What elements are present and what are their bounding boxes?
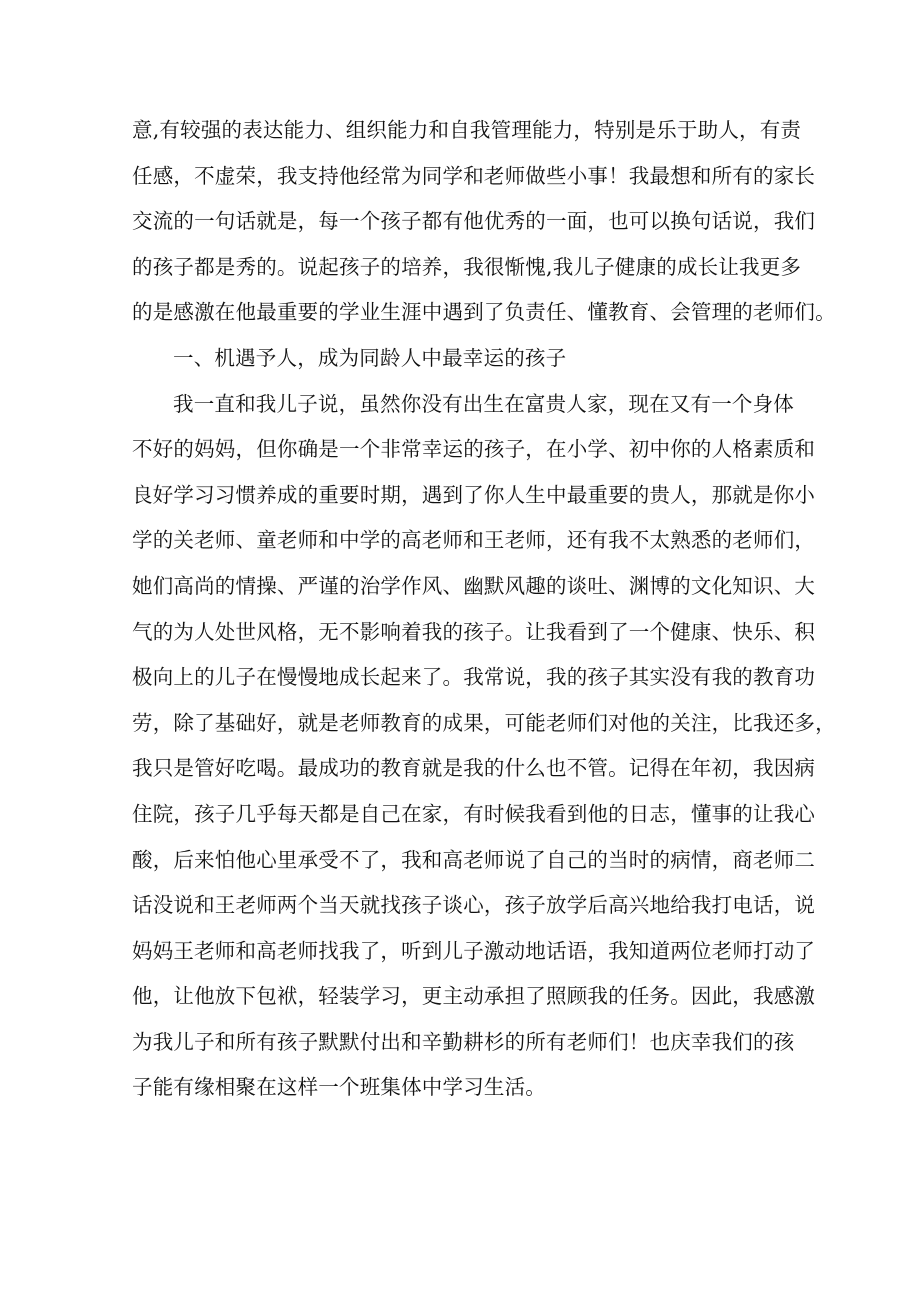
text-line: 住院，孩子几乎每天都是自己在家，有时候我看到他的日志，懂事的让我心: [132, 801, 816, 826]
text-line: 子能有缘相聚在这样一个班集体中学习生活。: [132, 1075, 546, 1100]
text-line: 任感，不虚荣，我支持他经常为同学和老师做些小事！我最想和所有的家长: [132, 163, 816, 188]
text-line: 话没说和王老师两个当天就找孩子谈心，孩子放学后高兴地给我打电话，说: [132, 893, 816, 918]
text-line: 我只是管好吃喝。最成功的教育就是我的什么也不管。记得在年初，我因病: [132, 756, 816, 781]
document-page: [132, 108, 836, 1111]
section-heading: 一、机遇予人，成为同龄人中最幸运的孩子: [173, 345, 567, 370]
text-line: 的孩子都是秀的。说起孩子的培养，我很惭愧,我儿子健康的成长让我更多: [132, 254, 802, 279]
text-line: 良好学习习惯养成的重要时期，遇到了你人生中最重要的贵人，那就是你小: [132, 482, 816, 507]
text-line: 意,有较强的表达能力、组织能力和自我管理能力，特别是乐于助人，有责: [132, 118, 802, 142]
text-line: 气的为人处世风格，无不影响着我的孩子。让我看到了一个健康、快乐、积: [132, 619, 816, 644]
text-line: 不好的妈妈，但你确是一个非常幸运的孩子，在小学、初中你的人格素质和: [132, 437, 816, 462]
text-line: 妈妈王老师和高老师找我了，听到儿子激动地话语，我知道两位老师打动了: [132, 938, 816, 963]
text-line: 她们高尚的情操、严谨的治学作风、幽默风趣的谈吐、渊博的文化知识、大: [132, 573, 816, 598]
text-line: 极向上的儿子在慢慢地成长起来了。我常说，我的孩子其实没有我的教育功: [132, 665, 816, 690]
text-line: 交流的一句话就是，每一个孩子都有他优秀的一面，也可以换句话说，我们: [132, 209, 816, 234]
text-line: 劳，除了基础好，就是老师教育的成果，可能老师们对他的关注，比我还多，: [132, 710, 836, 735]
text-line: 我一直和我儿子说，虽然你没有出生在富贵人家，现在又有一个身体: [173, 391, 794, 416]
text-line: 的是感激在他最重要的学业生涯中遇到了负责任、懂教育、会管理的老师们。: [132, 300, 836, 325]
text-line: 酸，后来怕他心里承受不了，我和高老师说了自己的当时的病情，商老师二: [132, 847, 816, 872]
text-line: 为我儿子和所有孩子默默付出和辛勤耕杉的所有老师们！也庆幸我们的孩: [132, 1029, 795, 1054]
document-body: [132, 108, 836, 1111]
text-line: 学的关老师、童老师和中学的高老师和王老师，还有我不太熟悉的老师们，: [132, 528, 816, 553]
text-line: 他，让他放下包袱，轻装学习，更主动承担了照顾我的任务。因此，我感激: [132, 984, 816, 1009]
